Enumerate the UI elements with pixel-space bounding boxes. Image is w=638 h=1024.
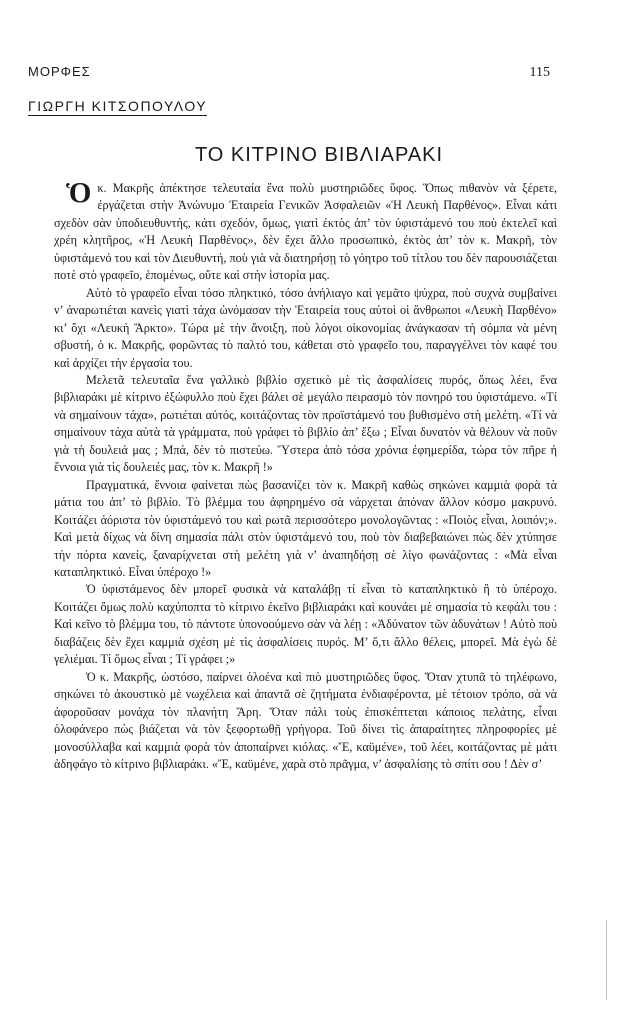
running-header xyxy=(28,64,550,81)
page-number: 115 xyxy=(529,65,550,80)
paragraph-4: Πραγματικά, ἔννοια φαίνεται πὼς βασανίζει τὸν κ. Μακρῆ καθὼς σηκώνει καμμιὰ φορὰ τὰ μάτια του ἀπ’ τὸ βιβλίο. Τὸ βλέμμα του ἀφηρημένο σὰ νάρχεται ἀπόναν ἄλλον κόσμο μακρυνό. Κοιτάζει ἀόριστα τὸν ὑφιστάμενό του καὶ ρωτᾶ περισσότερο μονολογῶντας : «Ποιὸς εἶναι, λοιπόν;». Καὶ μετὰ δίχως νὰ δίνη σημασία πάλι στὸν ὑφιστάμενό του, ποὺ τὸν διαβεβαιώνει πὼς δὲν χτύπησε τὴν πόρτα κανείς, ξαναρίχνεται στὴ μελέτη γιὰ ν’ ἀναπηδήσῃ σὲ λίγο φωνάζοντας : «Μὰ εἶναι καταπληκτικό. Εἶναι ὑπέροχο !» xyxy=(54,477,557,579)
author-name: ΓΙΩΡΓΗ ΚΙΤΣΟΠΟΥΛΟΥ xyxy=(28,98,208,114)
drop-cap: Ὁ xyxy=(66,177,92,209)
paragraph-5: Ὁ ὑφιστάμενος δὲν μπορεῖ φυσικὰ νὰ καταλάβῃ τί εἶναι τὸ καταπληκτικὸ ἢ τὸ ὑπέροχο. Κοιτάζει ὅμως πολὺ καχύποπτα τὸ κίτρινο ἐκεῖνο βιβλιαράκι καὶ κουνάει μὲ σημασία τὸ κεφάλι του : Καὶ κεῖνο τὸ βλέμμα του, τὸ πάντοτε ὑπονοούμενο σὰν νὰ λέῃ : «Ἀδύνατον τῶν ἀδυνάτων ! Αὐτὸ ποὺ διαβάζεις δὲν ἔχει καμμιὰ σχέση μὲ τὶς ἀσφαλίσεις πυρός. Μ’ ὅ,τι ἄλλο θέλεις, μπορεῖ. Μὰ ἐγὼ δὲ γελιέμαι. Τί ὅμως εἶναι ; Τί γράφει ;» xyxy=(54,582,557,667)
paragraph-text: κ. Μακρῆς ἀπέκτησε τελευταία ἕνα πολὺ μυστηριῶδες ὕφος. Ὅπως πιθανὸν νὰ ξέρετε, ἐργάζεται στὴν Ἀνώνυμο Ἑταιρεία Γενικῶν Ἀσφαλειῶν «Ἡ Λευκὴ Παρθένος». Εἶναι κάτι σχεδὸν σὰν ὑποδιευθυντής, κάτι σχεδόν, ὅμως, γιατὶ ἐκτὸς ἀπ’ τὸν ὑφιστάμενό του ποὺ ἐκτελεῖ καὶ χρέη κλητῆρος, «Ἡ Λευκὴ Παρθένος», δὲν ἔχει ἄλλο προσωπικό, ἐκτὸς ἀπ’ τὸν κ. Μακρῆ, τὸν ὑφιστάμενό του καὶ τὸν Διευθυντή, ποὺ γιὰ νὰ διατηρήσῃ τὸ γόητρο τοῦ τίτλου του δὲν παρουσιάζεται ποτὲ στὸ γραφεῖο, ἑπομένως, οὔτε καὶ στὴν ἱστορία μας. xyxy=(54,181,557,283)
story-title: ΤΟ ΚΙΤΡΙΝΟ ΒΙΒΛΙΑΡΑΚΙ xyxy=(194,144,444,166)
journal-name: ΜΟΡΦΕΣ xyxy=(28,64,91,79)
paragraph-3: Μελετᾶ τελευταῖα ἕνα γαλλικὸ βιβλίο σχετικὸ μὲ τὶς ἀσφαλίσεις πυρός, ὅπως λέει, ἕνα βιβλιαράκι μὲ κίτρινο ἐξώφυλλο ποὺ ἔχει βάλει σὲ μεγάλο πειρασμὸ τὸν πονηρό του ὑφιστάμενο. «Τί νὰ σημαίνουν τάχα», ρωτιέται αὐτός, κοιτάζοντας τὸν προϊστάμενό του βυθισμένο στὴ μελέτη. «Τί νὰ σημαίνουν τάχα αὐτὰ τὰ γράμματα, ποὺ γράφει τὸ βιβλίο ἀπ’ ἔξω ; Εἶναι δυνατὸν νὰ θέλουν νὰ ποῦν γιὰ τὴ δουλειά μας ; Μπά, δὲν τὸ πιστεύω. Ὕστερα ἀπὸ τόσα χρόνια ἐφημερίδα, τώρα τὸν πῆρε ἡ ἔννοια γιὰ τὶς δουλειές μας, τὸν κ. Μακρῆ !» xyxy=(54,372,557,475)
paragraph-1 xyxy=(54,177,557,285)
paragraph-6: Ὁ κ. Μακρῆς, ὡστόσο, παίρνει ὁλοένα καὶ πιὸ μυστηριῶδες ὕφος. Ὅταν χτυπᾶ τὸ τηλέφωνο, σηκώνει τὸ ἀκουστικὸ μὲ νωχέλεια καὶ ἀπαντᾶ σὲ ζητήματα ἐνδιαφέροντα, μὲ τέτοιον τρόπο, σὰ νὰ ἀφοροῦσαν μονάχα τὸν πλανήτη Ἄρη. Ὅταν πάλι τοὺς ἐπισκέπτεται κάποιος πελάτης, εἶναι ὁλοφάνερο πὼς βιάζεται νὰ τὸν ξεφορτωθῇ γρήγορα. Τοῦ δίνει τὶς ἀπαραίτητες πληροφορίες μὲ μονοσύλλαβα καὶ καμμιὰ φορὰ τὸν ἀποπαίρνει κιόλας. «Ἔ, καϋμένε», τοῦ λέει, κοιτάζοντας μὲ μάτι ἀδηφάγο τὸ κίτρινο βιβλιαράκι. «Ἔ, καϋμένε, χαρὰ στὸ πρᾶγμα, ν’ ἀσφαλίσης τὸ σπίτι σου ! Δὲν σ’ xyxy=(54,669,557,771)
margin-mark xyxy=(606,920,607,1000)
story-body xyxy=(54,177,557,773)
paragraph-2: Αὐτὸ τὸ γραφεῖο εἶναι τόσο πληκτικό, τόσο ἀνήλιαγο καὶ γεμᾶτο ψύχρα, ποὺ συχνὰ συμβαίνει ν’ ἀναρωτιέται κανεὶς γιατὶ τάχα ὠνόμασαν τὴν Ἑταιρεία τους αὐτοὶ οἱ ἄνθρωποι «Λευκὴ Παρθένο» κι’ ὄχι «Λευκὴ Ἄρκτο». Τώρα μὲ τὴν ἄνοιξη, ποὺ λόγοι οἰκονομίας ἀνάγκασαν τὴ σόμπα νὰ μένη σβυστή, ὁ κ. Μακρῆς, φορῶντας τὸ παλτό του, κάθεται στὸ γραφεῖο του, παραγγέλνει τὸν καφέ του καὶ ἀρχίζει τὴν ἐργασία του. xyxy=(54,285,557,370)
